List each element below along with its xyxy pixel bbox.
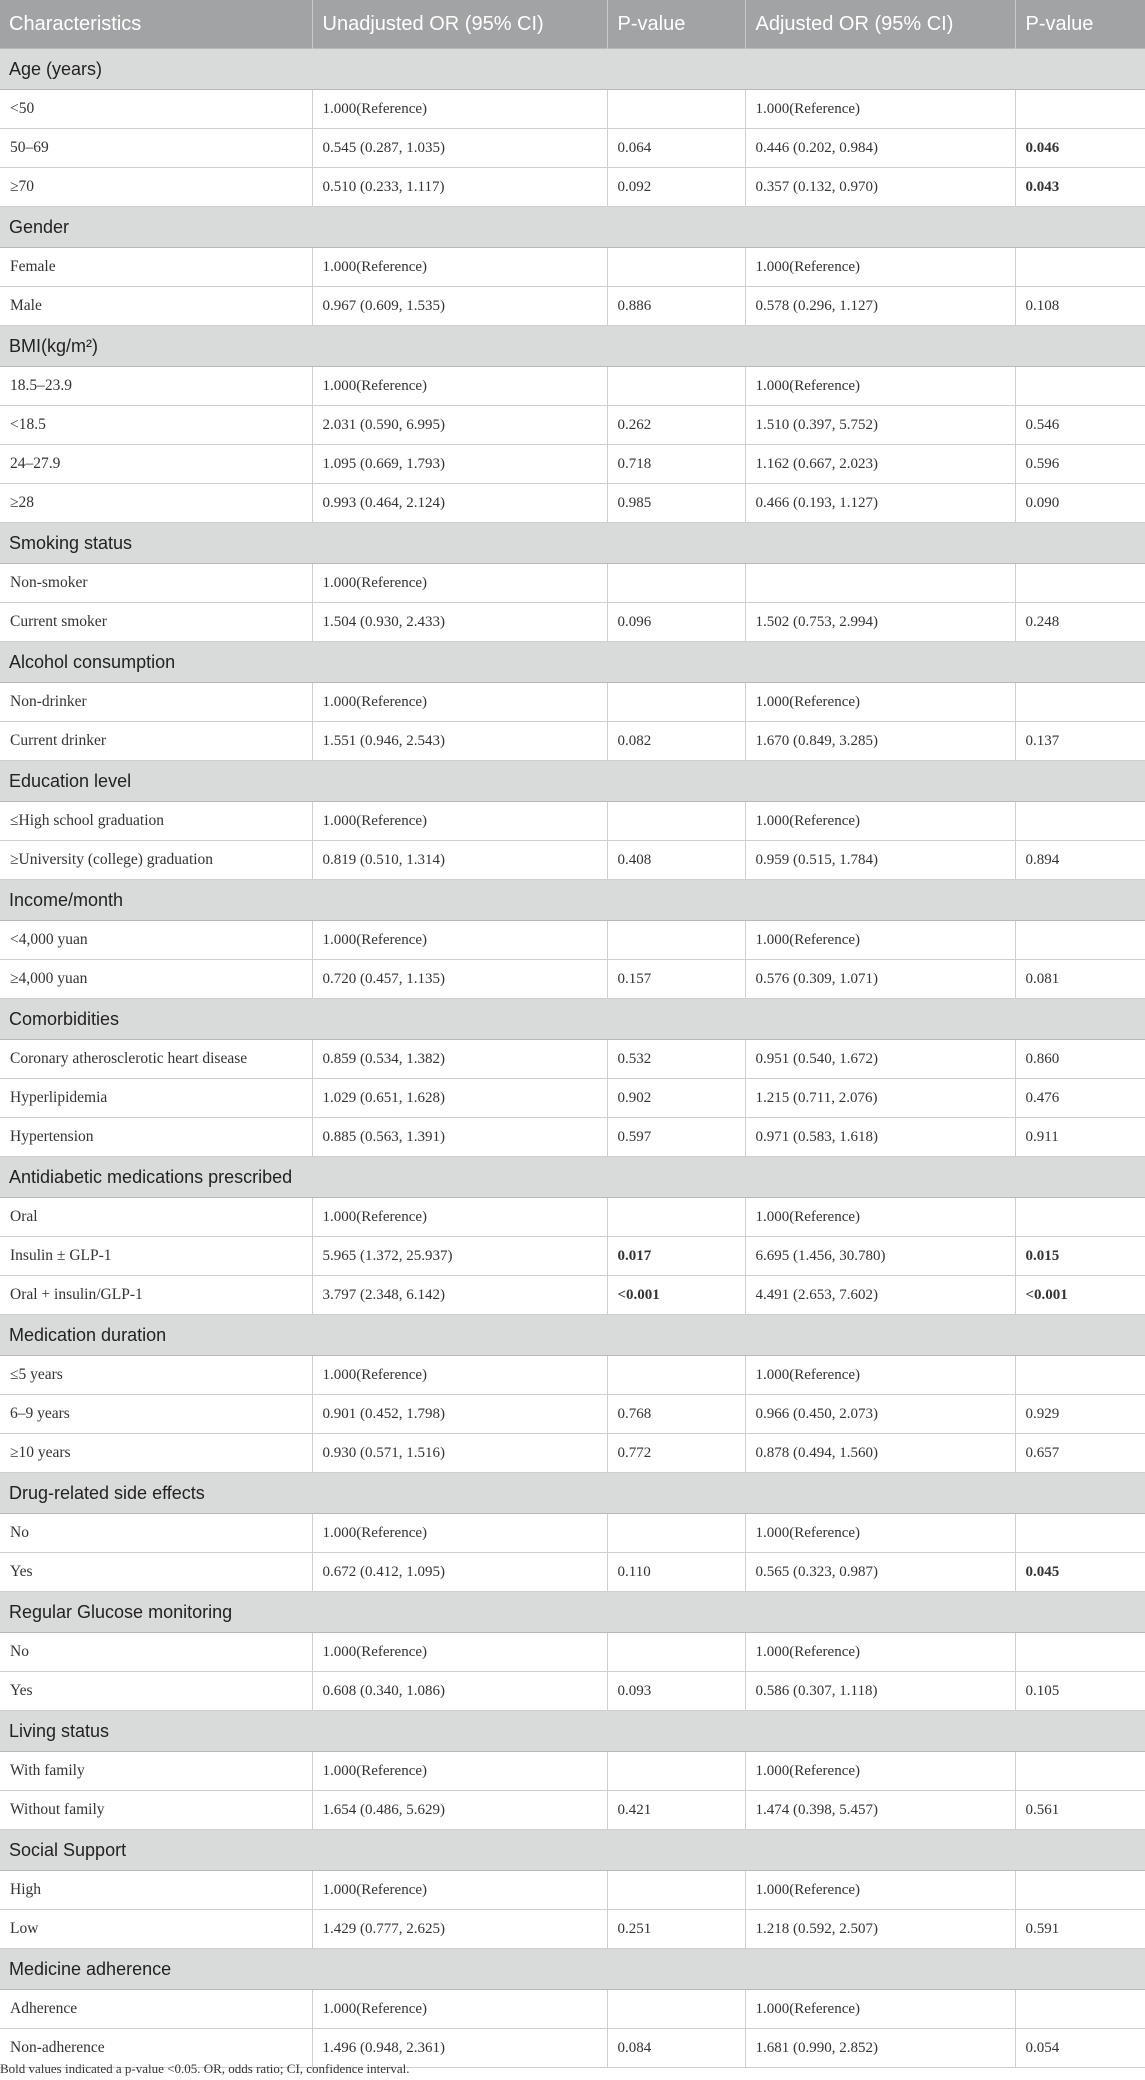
table-row — [0, 1672, 1145, 1711]
cell-unadjusted-p-value — [607, 564, 745, 603]
cell-unadjusted-or: 5.965 (1.372, 25.937) — [312, 1237, 607, 1276]
cell-adjusted-or: 1.510 (0.397, 5.752) — [745, 406, 1015, 445]
table-row — [0, 1553, 1145, 1592]
cell-adjusted-or: 0.446 (0.202, 0.984) — [745, 129, 1015, 168]
table-row — [0, 90, 1145, 129]
cell-unadjusted-or: 3.797 (2.348, 6.142) — [312, 1276, 607, 1315]
cell-unadjusted-or: 1.000(Reference) — [312, 921, 607, 960]
table-row — [0, 1237, 1145, 1276]
cell-characteristic: With family — [0, 1752, 312, 1791]
cell-characteristic: No — [0, 1514, 312, 1553]
cell-unadjusted-or: 1.000(Reference) — [312, 1514, 607, 1553]
table-row — [0, 1871, 1145, 1910]
cell-characteristic: <50 — [0, 90, 312, 129]
cell-characteristic: <4,000 yuan — [0, 921, 312, 960]
cell-characteristic: ≥University (college) graduation — [0, 841, 312, 880]
group-header-row — [0, 1949, 1145, 1990]
cell-characteristic: 50–69 — [0, 129, 312, 168]
cell-unadjusted-or: 1.000(Reference) — [312, 1356, 607, 1395]
cell-unadjusted-p-value: 0.092 — [607, 168, 745, 207]
cell-characteristic: Yes — [0, 1672, 312, 1711]
cell-unadjusted-p-value — [607, 248, 745, 287]
cell-unadjusted-or: 1.000(Reference) — [312, 564, 607, 603]
cell-unadjusted-or: 0.885 (0.563, 1.391) — [312, 1118, 607, 1157]
cell-unadjusted-or: 1.000(Reference) — [312, 1198, 607, 1237]
cell-adjusted-or: 0.971 (0.583, 1.618) — [745, 1118, 1015, 1157]
header-unadjusted-or: Unadjusted OR (95% CI) — [312, 0, 607, 49]
table-row — [0, 1276, 1145, 1315]
cell-unadjusted-or: 1.496 (0.948, 2.361) — [312, 2029, 607, 2068]
cell-characteristic: Low — [0, 1910, 312, 1949]
cell-adjusted-p-value — [1015, 1990, 1145, 2029]
table-row — [0, 603, 1145, 642]
cell-adjusted-or: 0.565 (0.323, 0.987) — [745, 1553, 1015, 1592]
cell-unadjusted-or: 0.608 (0.340, 1.086) — [312, 1672, 607, 1711]
cell-unadjusted-or: 0.930 (0.571, 1.516) — [312, 1434, 607, 1473]
cell-adjusted-or: 1.000(Reference) — [745, 1198, 1015, 1237]
header-adjusted-p-value: P-value — [1015, 0, 1145, 49]
cell-unadjusted-p-value — [607, 90, 745, 129]
cell-adjusted-p-value: 0.860 — [1015, 1040, 1145, 1079]
cell-unadjusted-or: 1.000(Reference) — [312, 1871, 607, 1910]
cell-unadjusted-p-value: 0.157 — [607, 960, 745, 999]
table-row — [0, 1514, 1145, 1553]
table-row — [0, 1910, 1145, 1949]
cell-adjusted-p-value — [1015, 802, 1145, 841]
cell-characteristic: Non-adherence — [0, 2029, 312, 2068]
group-title: Smoking status — [0, 523, 1145, 564]
table-row — [0, 168, 1145, 207]
cell-adjusted-p-value: 0.054 — [1015, 2029, 1145, 2068]
cell-unadjusted-p-value: 0.096 — [607, 603, 745, 642]
group-title: Social Support — [0, 1830, 1145, 1871]
cell-adjusted-or: 1.670 (0.849, 3.285) — [745, 722, 1015, 761]
group-header-row — [0, 207, 1145, 248]
cell-adjusted-or: 1.000(Reference) — [745, 1990, 1015, 2029]
group-title: Education level — [0, 761, 1145, 802]
cell-adjusted-p-value: 0.911 — [1015, 1118, 1145, 1157]
cell-adjusted-p-value — [1015, 1871, 1145, 1910]
group-title: Income/month — [0, 880, 1145, 921]
table-row — [0, 802, 1145, 841]
cell-adjusted-p-value: 0.894 — [1015, 841, 1145, 880]
cell-characteristic: Coronary atherosclerotic heart disease — [0, 1040, 312, 1079]
group-title: BMI(kg/m²) — [0, 326, 1145, 367]
cell-characteristic: Oral — [0, 1198, 312, 1237]
header-adjusted-or: Adjusted OR (95% CI) — [745, 0, 1015, 49]
cell-adjusted-p-value — [1015, 1356, 1145, 1395]
table-row — [0, 484, 1145, 523]
cell-adjusted-p-value: 0.043 — [1015, 168, 1145, 207]
cell-adjusted-or: 1.681 (0.990, 2.852) — [745, 2029, 1015, 2068]
cell-adjusted-or: 1.000(Reference) — [745, 1514, 1015, 1553]
cell-unadjusted-or: 1.029 (0.651, 1.628) — [312, 1079, 607, 1118]
cell-unadjusted-p-value — [607, 683, 745, 722]
cell-adjusted-or: 1.000(Reference) — [745, 683, 1015, 722]
cell-adjusted-p-value — [1015, 564, 1145, 603]
cell-characteristic: ≥4,000 yuan — [0, 960, 312, 999]
cell-adjusted-p-value: 0.090 — [1015, 484, 1145, 523]
cell-characteristic: Adherence — [0, 1990, 312, 2029]
cell-adjusted-or: 0.576 (0.309, 1.071) — [745, 960, 1015, 999]
cell-adjusted-or: 1.000(Reference) — [745, 1752, 1015, 1791]
header-characteristics: Characteristics — [0, 0, 312, 49]
group-header-row — [0, 1473, 1145, 1514]
cell-unadjusted-or: 1.000(Reference) — [312, 683, 607, 722]
table-row — [0, 1990, 1145, 2029]
cell-unadjusted-or: 1.551 (0.946, 2.543) — [312, 722, 607, 761]
cell-adjusted-or: 1.215 (0.711, 2.076) — [745, 1079, 1015, 1118]
cell-unadjusted-p-value — [607, 367, 745, 406]
cell-adjusted-or — [745, 564, 1015, 603]
cell-unadjusted-p-value: 0.084 — [607, 2029, 745, 2068]
table-row — [0, 564, 1145, 603]
cell-unadjusted-p-value — [607, 1871, 745, 1910]
cell-adjusted-p-value: 0.105 — [1015, 1672, 1145, 1711]
table-row — [0, 287, 1145, 326]
cell-characteristic: <18.5 — [0, 406, 312, 445]
cell-unadjusted-p-value: 0.772 — [607, 1434, 745, 1473]
group-header-row — [0, 1830, 1145, 1871]
cell-unadjusted-p-value — [607, 802, 745, 841]
table-row — [0, 1752, 1145, 1791]
cell-adjusted-or: 0.959 (0.515, 1.784) — [745, 841, 1015, 880]
table-header-row — [0, 0, 1145, 49]
table-row — [0, 1198, 1145, 1237]
cell-adjusted-or: 0.586 (0.307, 1.118) — [745, 1672, 1015, 1711]
cell-unadjusted-or: 0.672 (0.412, 1.095) — [312, 1553, 607, 1592]
table-footnote: Bold values indicated a p-value <0.05. OR, odds ratio; CI, confidence interval. — [0, 2061, 410, 2076]
cell-unadjusted-p-value — [607, 1752, 745, 1791]
cell-characteristic: Hyperlipidemia — [0, 1079, 312, 1118]
cell-adjusted-p-value: <0.001 — [1015, 1276, 1145, 1315]
group-title: Antidiabetic medications prescribed — [0, 1157, 1145, 1198]
cell-characteristic: Oral + insulin/GLP-1 — [0, 1276, 312, 1315]
cell-characteristic: Male — [0, 287, 312, 326]
cell-characteristic: High — [0, 1871, 312, 1910]
cell-adjusted-p-value: 0.596 — [1015, 445, 1145, 484]
cell-adjusted-p-value — [1015, 1633, 1145, 1672]
cell-adjusted-or: 0.966 (0.450, 2.073) — [745, 1395, 1015, 1434]
cell-unadjusted-or: 1.095 (0.669, 1.793) — [312, 445, 607, 484]
cell-unadjusted-p-value: 0.886 — [607, 287, 745, 326]
cell-adjusted-p-value — [1015, 367, 1145, 406]
cell-unadjusted-or: 1.000(Reference) — [312, 1990, 607, 2029]
cell-unadjusted-p-value: 0.093 — [607, 1672, 745, 1711]
cell-characteristic: Current smoker — [0, 603, 312, 642]
group-header-row — [0, 999, 1145, 1040]
group-title: Age (years) — [0, 49, 1145, 90]
table-row — [0, 1356, 1145, 1395]
cell-adjusted-p-value: 0.015 — [1015, 1237, 1145, 1276]
cell-characteristic: 18.5–23.9 — [0, 367, 312, 406]
cell-unadjusted-p-value: 0.532 — [607, 1040, 745, 1079]
cell-adjusted-p-value: 0.046 — [1015, 129, 1145, 168]
group-title: Comorbidities — [0, 999, 1145, 1040]
cell-adjusted-or: 1.000(Reference) — [745, 90, 1015, 129]
table-row — [0, 1633, 1145, 1672]
cell-unadjusted-p-value — [607, 1356, 745, 1395]
group-header-row — [0, 642, 1145, 683]
cell-unadjusted-p-value: 0.421 — [607, 1791, 745, 1830]
cell-adjusted-p-value — [1015, 90, 1145, 129]
cell-characteristic: 6–9 years — [0, 1395, 312, 1434]
cell-adjusted-p-value: 0.045 — [1015, 1553, 1145, 1592]
table-row — [0, 1791, 1145, 1830]
table-row — [0, 248, 1145, 287]
cell-unadjusted-p-value: 0.597 — [607, 1118, 745, 1157]
cell-adjusted-p-value — [1015, 683, 1145, 722]
table-row — [0, 722, 1145, 761]
cell-adjusted-or: 0.951 (0.540, 1.672) — [745, 1040, 1015, 1079]
cell-unadjusted-or: 1.000(Reference) — [312, 802, 607, 841]
cell-characteristic: Female — [0, 248, 312, 287]
table-body — [0, 49, 1145, 2068]
cell-adjusted-p-value: 0.081 — [1015, 960, 1145, 999]
group-header-row — [0, 49, 1145, 90]
cell-adjusted-p-value: 0.248 — [1015, 603, 1145, 642]
cell-adjusted-p-value: 0.561 — [1015, 1791, 1145, 1830]
cell-adjusted-p-value: 0.476 — [1015, 1079, 1145, 1118]
cell-unadjusted-p-value: 0.768 — [607, 1395, 745, 1434]
cell-adjusted-or: 4.491 (2.653, 7.602) — [745, 1276, 1015, 1315]
group-header-row — [0, 761, 1145, 802]
cell-unadjusted-or: 1.000(Reference) — [312, 90, 607, 129]
cell-characteristic: Without family — [0, 1791, 312, 1830]
table-row — [0, 1434, 1145, 1473]
table-row — [0, 129, 1145, 168]
cell-unadjusted-p-value — [607, 1633, 745, 1672]
cell-adjusted-or: 0.357 (0.132, 0.970) — [745, 168, 1015, 207]
cell-adjusted-p-value — [1015, 1198, 1145, 1237]
table-row — [0, 683, 1145, 722]
cell-adjusted-or: 6.695 (1.456, 30.780) — [745, 1237, 1015, 1276]
group-title: Alcohol consumption — [0, 642, 1145, 683]
cell-unadjusted-p-value: 0.902 — [607, 1079, 745, 1118]
cell-adjusted-or: 1.502 (0.753, 2.994) — [745, 603, 1015, 642]
cell-characteristic: No — [0, 1633, 312, 1672]
cell-unadjusted-or: 0.901 (0.452, 1.798) — [312, 1395, 607, 1434]
cell-characteristic: Non-smoker — [0, 564, 312, 603]
cell-adjusted-or: 1.474 (0.398, 5.457) — [745, 1791, 1015, 1830]
cell-adjusted-p-value — [1015, 1514, 1145, 1553]
table-row — [0, 1118, 1145, 1157]
cell-unadjusted-or: 1.000(Reference) — [312, 248, 607, 287]
cell-unadjusted-p-value: 0.110 — [607, 1553, 745, 1592]
group-title: Regular Glucose monitoring — [0, 1592, 1145, 1633]
cell-adjusted-p-value: 0.591 — [1015, 1910, 1145, 1949]
cell-unadjusted-p-value: 0.408 — [607, 841, 745, 880]
table-row — [0, 1395, 1145, 1434]
cell-adjusted-p-value — [1015, 1752, 1145, 1791]
cell-adjusted-or: 0.466 (0.193, 1.127) — [745, 484, 1015, 523]
cell-adjusted-or: 1.000(Reference) — [745, 248, 1015, 287]
group-title: Medication duration — [0, 1315, 1145, 1356]
cell-unadjusted-p-value: 0.082 — [607, 722, 745, 761]
cell-unadjusted-or: 0.720 (0.457, 1.135) — [312, 960, 607, 999]
cell-adjusted-or: 0.578 (0.296, 1.127) — [745, 287, 1015, 326]
cell-characteristic: Current drinker — [0, 722, 312, 761]
cell-adjusted-or: 1.162 (0.667, 2.023) — [745, 445, 1015, 484]
cell-characteristic: ≥10 years — [0, 1434, 312, 1473]
table-row — [0, 445, 1145, 484]
cell-adjusted-p-value: 0.137 — [1015, 722, 1145, 761]
cell-unadjusted-p-value: 0.985 — [607, 484, 745, 523]
cell-adjusted-or: 0.878 (0.494, 1.560) — [745, 1434, 1015, 1473]
table-row — [0, 960, 1145, 999]
cell-unadjusted-p-value — [607, 1198, 745, 1237]
cell-unadjusted-p-value — [607, 1990, 745, 2029]
cell-adjusted-or: 1.000(Reference) — [745, 1633, 1015, 1672]
table-row — [0, 367, 1145, 406]
cell-unadjusted-p-value: 0.262 — [607, 406, 745, 445]
cell-adjusted-or: 1.000(Reference) — [745, 1356, 1015, 1395]
cell-unadjusted-or: 2.031 (0.590, 6.995) — [312, 406, 607, 445]
cell-unadjusted-or: 1.504 (0.930, 2.433) — [312, 603, 607, 642]
cell-unadjusted-p-value — [607, 1514, 745, 1553]
table-row — [0, 406, 1145, 445]
cell-adjusted-p-value: 0.657 — [1015, 1434, 1145, 1473]
group-header-row — [0, 326, 1145, 367]
cell-characteristic: ≤High school graduation — [0, 802, 312, 841]
cell-unadjusted-or: 1.000(Reference) — [312, 1633, 607, 1672]
cell-adjusted-or: 1.000(Reference) — [745, 367, 1015, 406]
cell-adjusted-or: 1.000(Reference) — [745, 802, 1015, 841]
cell-unadjusted-p-value: 0.017 — [607, 1237, 745, 1276]
cell-adjusted-p-value: 0.929 — [1015, 1395, 1145, 1434]
cell-adjusted-p-value: 0.546 — [1015, 406, 1145, 445]
cell-characteristic: Non-drinker — [0, 683, 312, 722]
cell-characteristic: Insulin ± GLP-1 — [0, 1237, 312, 1276]
cell-unadjusted-p-value: <0.001 — [607, 1276, 745, 1315]
cell-unadjusted-p-value: 0.251 — [607, 1910, 745, 1949]
cell-unadjusted-p-value: 0.718 — [607, 445, 745, 484]
table-row — [0, 921, 1145, 960]
group-header-row — [0, 523, 1145, 564]
cell-adjusted-or: 1.218 (0.592, 2.507) — [745, 1910, 1015, 1949]
cell-adjusted-or: 1.000(Reference) — [745, 1871, 1015, 1910]
cell-unadjusted-p-value: 0.064 — [607, 129, 745, 168]
cell-adjusted-p-value: 0.108 — [1015, 287, 1145, 326]
cell-unadjusted-or: 1.429 (0.777, 2.625) — [312, 1910, 607, 1949]
cell-unadjusted-or: 1.000(Reference) — [312, 367, 607, 406]
cell-characteristic: ≥70 — [0, 168, 312, 207]
cell-characteristic: ≤5 years — [0, 1356, 312, 1395]
header-unadjusted-p-value: P-value — [607, 0, 745, 49]
group-title: Gender — [0, 207, 1145, 248]
cell-unadjusted-or: 1.654 (0.486, 5.629) — [312, 1791, 607, 1830]
group-title: Medicine adherence — [0, 1949, 1145, 1990]
table-row — [0, 841, 1145, 880]
cell-unadjusted-p-value — [607, 921, 745, 960]
group-header-row — [0, 880, 1145, 921]
group-header-row — [0, 1157, 1145, 1198]
cell-unadjusted-or: 0.510 (0.233, 1.117) — [312, 168, 607, 207]
cell-adjusted-p-value — [1015, 921, 1145, 960]
table-row — [0, 1079, 1145, 1118]
group-header-row — [0, 1592, 1145, 1633]
cell-unadjusted-or: 0.993 (0.464, 2.124) — [312, 484, 607, 523]
cell-characteristic: 24–27.9 — [0, 445, 312, 484]
group-header-row — [0, 1711, 1145, 1752]
cell-unadjusted-or: 0.967 (0.609, 1.535) — [312, 287, 607, 326]
cell-adjusted-or: 1.000(Reference) — [745, 921, 1015, 960]
cell-characteristic: Yes — [0, 1553, 312, 1592]
group-title: Living status — [0, 1711, 1145, 1752]
group-title: Drug-related side effects — [0, 1473, 1145, 1514]
cell-adjusted-p-value — [1015, 248, 1145, 287]
group-header-row — [0, 1315, 1145, 1356]
table-row — [0, 1040, 1145, 1079]
cell-unadjusted-or: 0.819 (0.510, 1.314) — [312, 841, 607, 880]
cell-characteristic: ≥28 — [0, 484, 312, 523]
cell-characteristic: Hypertension — [0, 1118, 312, 1157]
cell-unadjusted-or: 0.545 (0.287, 1.035) — [312, 129, 607, 168]
cell-unadjusted-or: 0.859 (0.534, 1.382) — [312, 1040, 607, 1079]
cell-unadjusted-or: 1.000(Reference) — [312, 1752, 607, 1791]
